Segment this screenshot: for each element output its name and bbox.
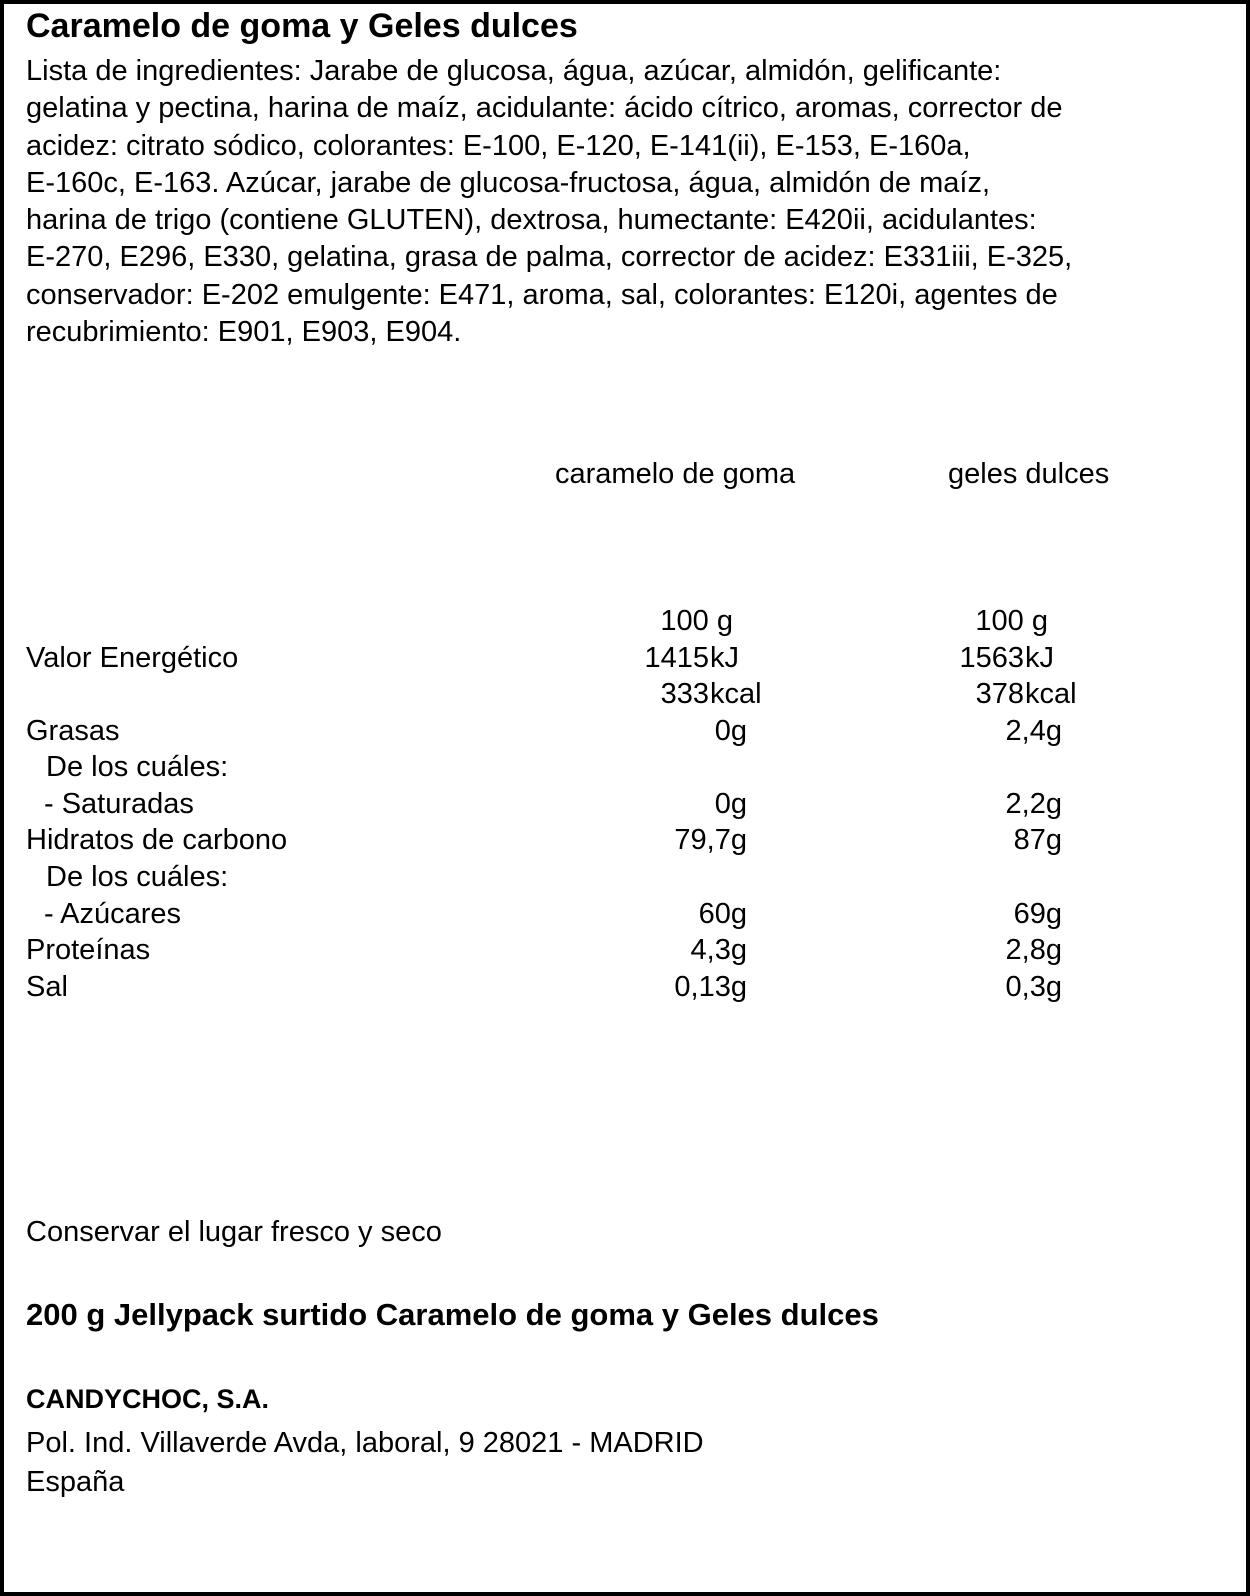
energy-kj-caramelo: 1415 xyxy=(644,642,709,674)
energy-kcal-unit-caramelo: kcal xyxy=(710,678,762,710)
ingredients-line: Lista de ingredientes: Jarabe de glucosa, água, azúcar, almidón, gelificante: xyxy=(26,55,1002,87)
energy-kj-unit-caramelo: kJ xyxy=(710,642,739,674)
fat-geles: 2,4g xyxy=(1005,715,1062,747)
column-header-caramelo: caramelo de goma xyxy=(555,458,796,490)
carbs-caramelo: 79,7g xyxy=(674,824,747,856)
row-label-carbs-of-which: De los cuáles: xyxy=(46,861,229,893)
salt-caramelo: 0,13g xyxy=(674,971,747,1003)
company-address: Pol. Ind. Villaverde Avda, laboral, 9 28021 - MADRID xyxy=(26,1427,704,1459)
row-label-fat-of-which: De los cuáles: xyxy=(46,751,229,783)
portion-geles: 100 g xyxy=(975,605,1048,637)
row-label-saturated: - Saturadas xyxy=(44,788,194,820)
energy-kj-unit-geles: kJ xyxy=(1025,642,1054,674)
column-header-geles: geles dulces xyxy=(948,458,1110,490)
storage-instructions: Conservar el lugar fresco y seco xyxy=(26,1216,442,1248)
row-label-sugars: - Azúcares xyxy=(44,898,181,930)
ingredients-line: E-160c, E-163. Azúcar, jarabe de glucosa-fructosa, água, almidón de maíz, xyxy=(26,166,990,199)
company-name: CANDYCHOC, S.A. xyxy=(26,1384,270,1414)
saturated-caramelo: 0g xyxy=(714,788,747,820)
energy-kcal-geles: 378 xyxy=(975,678,1024,710)
energy-kcal-caramelo: 333 xyxy=(660,678,709,710)
fat-caramelo: 0g xyxy=(714,715,747,747)
energy-kcal-unit-geles: kcal xyxy=(1025,678,1077,710)
saturated-geles: 2,2g xyxy=(1005,788,1062,820)
salt-geles: 0,3g xyxy=(1005,971,1062,1003)
label-title: Caramelo de goma y Geles dulces xyxy=(26,7,578,45)
sugars-caramelo: 60g xyxy=(698,898,747,930)
row-label-fat: Grasas xyxy=(26,715,120,747)
ingredients-list xyxy=(26,53,1226,351)
portion-caramelo: 100 g xyxy=(660,605,733,637)
ingredients-line: harina de trigo (contiene GLUTEN), dextrosa, humectante: E420ii, acidulantes: xyxy=(26,204,1037,237)
ingredients-line: conservador: E-202 emulgente: E471, aroma, sal, colorantes: E120i, agentes de xyxy=(26,278,1058,311)
product-name: 200 g Jellypack surtido Caramelo de goma y Geles dulces xyxy=(26,1297,879,1332)
sugars-geles: 69g xyxy=(1013,898,1062,930)
company-country: España xyxy=(26,1466,125,1498)
row-label-protein: Proteínas xyxy=(26,934,151,966)
ingredients-line: gelatina y pectina, harina de maíz, acidulante: ácido cítrico, aromas, corrector de xyxy=(26,92,1063,125)
protein-geles: 2,8g xyxy=(1005,934,1062,966)
ingredients-line: recubrimiento: E901, E903, E904. xyxy=(26,316,462,349)
ingredients-line: acidez: citrato sódico, colorantes: E-100, E-120, E-141(ii), E-153, E-160a, xyxy=(26,129,971,162)
protein-caramelo: 4,3g xyxy=(690,934,747,966)
row-label-salt: Sal xyxy=(26,971,68,1003)
row-label-carbs: Hidratos de carbono xyxy=(26,824,288,856)
row-label-energy: Valor Energético xyxy=(26,642,239,674)
energy-kj-geles: 1563 xyxy=(959,642,1024,674)
carbs-geles: 87g xyxy=(1013,824,1062,856)
ingredients-line: E-270, E296, E330, gelatina, grasa de palma, corrector de acidez: E331iii, E-325, xyxy=(26,241,1073,274)
